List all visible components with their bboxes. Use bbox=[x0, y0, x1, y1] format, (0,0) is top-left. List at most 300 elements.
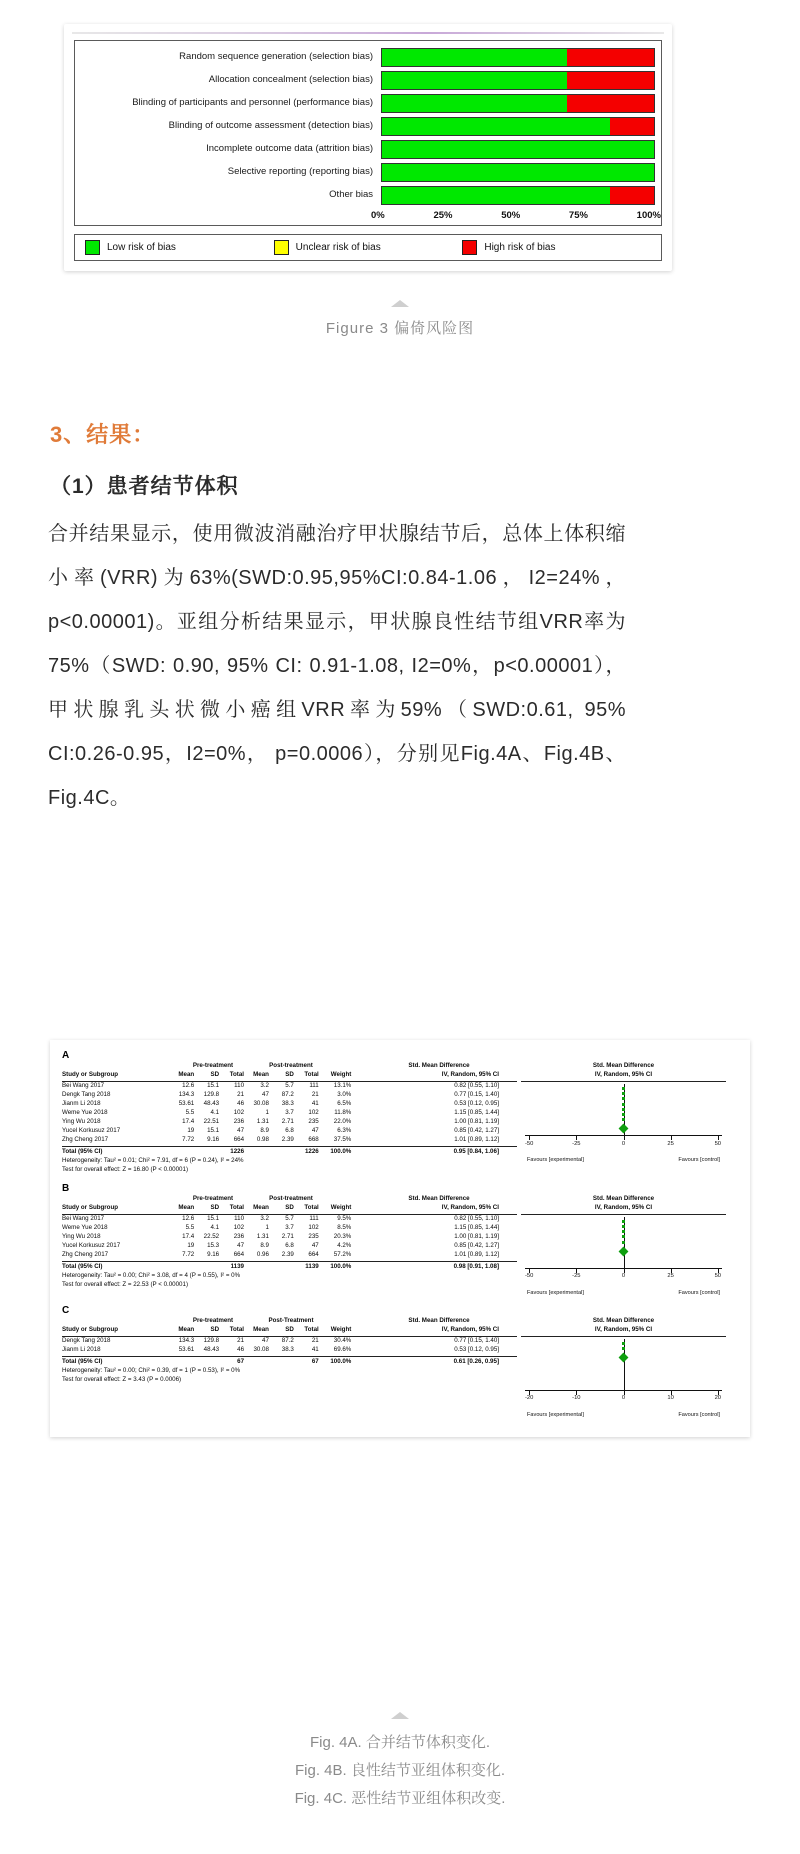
pre-total: 664 bbox=[233, 1135, 245, 1143]
pre-total: 102 bbox=[233, 1108, 245, 1116]
pre-mean: 7.72 bbox=[182, 1135, 195, 1143]
rob-row-label: Blinding of participants and personnel (performance bias) bbox=[132, 98, 373, 109]
table-row bbox=[62, 1242, 517, 1251]
favours-experimental-label: Favours [experimental] bbox=[527, 1289, 584, 1296]
table-row bbox=[62, 1082, 517, 1091]
study-effect-marker bbox=[622, 1113, 625, 1116]
forest-plot-footer bbox=[521, 1289, 726, 1297]
post-mean: 1 bbox=[265, 1108, 269, 1116]
weight: 30.4% bbox=[333, 1336, 352, 1344]
study-effect-marker bbox=[622, 1103, 625, 1106]
post-mean: 0.96 bbox=[256, 1250, 269, 1258]
figure4-caption-line: Fig. 4B. 良性结节亚组体积变化. bbox=[294, 1762, 506, 1779]
forest-table bbox=[62, 1062, 517, 1175]
forest-panel bbox=[62, 1305, 738, 1419]
post-mean: 3.2 bbox=[260, 1081, 269, 1089]
study-effect-marker bbox=[622, 1092, 625, 1095]
rob-row bbox=[81, 116, 655, 137]
column-header: Weight bbox=[330, 1325, 352, 1333]
figure4-container bbox=[50, 1040, 750, 1437]
rob-row-label: Selective reporting (reporting bias) bbox=[227, 167, 373, 178]
post-sd: 38.3 bbox=[281, 1099, 294, 1107]
rob-row bbox=[81, 47, 655, 68]
favours-experimental-label: Favours [experimental] bbox=[527, 1156, 584, 1163]
pooled-effect-diamond bbox=[619, 1246, 629, 1256]
smd-ci: 1.15 [0.85, 1.44] bbox=[454, 1223, 499, 1231]
total-weight: 100.0% bbox=[330, 1357, 352, 1365]
pre-sd: 4.1 bbox=[210, 1223, 220, 1231]
forest-plot-footer bbox=[521, 1411, 726, 1419]
smd-ci: 1.15 [0.85, 1.44] bbox=[454, 1108, 499, 1116]
rob-segment-low bbox=[382, 118, 610, 135]
weight: 11.8% bbox=[334, 1108, 352, 1116]
post-sd: 6.8 bbox=[285, 1126, 294, 1134]
legend-label: Low risk of bias bbox=[107, 242, 176, 253]
axis-tick-label: 20 bbox=[714, 1395, 722, 1402]
study-name: Weme Yue 2018 bbox=[62, 1223, 108, 1231]
decorative-divider bbox=[72, 32, 664, 34]
post-sd: 2.71 bbox=[281, 1232, 294, 1240]
column-header: Total bbox=[304, 1070, 319, 1078]
weight: 20.3% bbox=[333, 1232, 352, 1240]
group-header-smd: Std. Mean Difference bbox=[408, 1316, 470, 1324]
rob-segment-low bbox=[382, 72, 567, 89]
rob-row-bar bbox=[381, 163, 655, 182]
axis-tick-label: -25 bbox=[572, 1273, 581, 1280]
group-header-weight bbox=[330, 1317, 364, 1326]
table-row bbox=[62, 1215, 517, 1224]
rob-axis-tick: 25% bbox=[433, 210, 453, 221]
pre-sd: 9.16 bbox=[207, 1135, 220, 1143]
column-header: Mean bbox=[253, 1203, 269, 1211]
forest-plot-title: Std. Mean Difference IV, Random, 95% CI bbox=[521, 1195, 726, 1215]
rob-row bbox=[81, 185, 655, 206]
favours-control-label: Favours [control] bbox=[678, 1411, 720, 1418]
pre-sd: 129.8 bbox=[203, 1336, 220, 1344]
legend-label: Unclear risk of bias bbox=[295, 242, 381, 253]
pre-total: 46 bbox=[237, 1345, 245, 1353]
pre-total: 664 bbox=[233, 1250, 245, 1258]
figure3-caption-block bbox=[0, 300, 800, 338]
column-header: Study or Subgroup bbox=[62, 1203, 119, 1211]
rob-segment-low bbox=[382, 164, 654, 181]
post-sd: 38.3 bbox=[281, 1345, 294, 1353]
group-header-pre: Pre-treatment bbox=[192, 1194, 234, 1202]
group-header-weight bbox=[330, 1062, 364, 1071]
post-mean: 3.2 bbox=[260, 1214, 269, 1222]
rob-segment-low bbox=[382, 141, 654, 158]
forest-plot-title: Std. Mean Difference IV, Random, 95% CI bbox=[521, 1317, 726, 1337]
post-sd: 5.7 bbox=[285, 1081, 294, 1089]
column-header: SD bbox=[285, 1203, 294, 1211]
total-pre: 1139 bbox=[230, 1262, 245, 1270]
total-label: Total (95% CI) bbox=[62, 1262, 103, 1270]
axis-tick-label: 0 bbox=[621, 1140, 626, 1147]
pre-sd: 15.1 bbox=[207, 1081, 220, 1089]
pre-mean: 5.5 bbox=[185, 1108, 195, 1116]
post-total: 111 bbox=[309, 1081, 319, 1089]
blank bbox=[244, 1263, 269, 1272]
statistics-note: Test for overall effect: Z = 16.80 (P < 0.00001) bbox=[62, 1165, 188, 1173]
pre-mean: 19 bbox=[187, 1241, 195, 1249]
blank bbox=[169, 1358, 194, 1367]
pre-mean: 19 bbox=[187, 1126, 195, 1134]
pre-sd: 129.8 bbox=[203, 1090, 220, 1098]
study-effect-marker bbox=[622, 1220, 625, 1223]
post-mean: 47 bbox=[262, 1090, 269, 1098]
pre-total: 110 bbox=[234, 1214, 245, 1222]
forest-plot bbox=[521, 1317, 726, 1419]
post-sd: 3.7 bbox=[285, 1108, 294, 1116]
group-header-pre: Pre-treatment bbox=[192, 1062, 234, 1069]
collapse-arrow-icon[interactable] bbox=[391, 1712, 409, 1719]
pre-total: 21 bbox=[237, 1090, 245, 1098]
forest-table bbox=[62, 1317, 517, 1419]
smd-ci: 1.00 [0.81, 1.19] bbox=[454, 1117, 499, 1125]
post-total: 235 bbox=[308, 1232, 319, 1240]
study-name: Bei Wang 2017 bbox=[62, 1081, 105, 1089]
blank bbox=[194, 1148, 219, 1157]
rob-row bbox=[81, 70, 655, 91]
forest-plot bbox=[521, 1062, 726, 1175]
group-header-weight bbox=[330, 1195, 364, 1204]
study-effect-marker bbox=[622, 1097, 625, 1100]
legend-swatch bbox=[274, 240, 289, 255]
table-row bbox=[62, 1127, 517, 1136]
pre-mean: 5.5 bbox=[185, 1223, 195, 1231]
table-row bbox=[62, 1346, 517, 1355]
post-mean: 1.31 bbox=[256, 1232, 269, 1240]
post-total: 111 bbox=[309, 1214, 319, 1222]
rob-segment-high bbox=[610, 118, 654, 135]
study-effect-marker bbox=[622, 1225, 625, 1228]
rob-row-label: Blinding of outcome assessment (detection bias) bbox=[168, 121, 373, 132]
column-header: SD bbox=[210, 1203, 220, 1211]
column-header: Total bbox=[304, 1203, 319, 1211]
column-header: IV, Random, 95% CI bbox=[441, 1070, 499, 1078]
post-mean: 30.08 bbox=[253, 1099, 269, 1107]
column-header: Total bbox=[229, 1203, 245, 1211]
smd-ci: 0.85 [0.42, 1.27] bbox=[454, 1126, 499, 1134]
panel-letter: B bbox=[62, 1182, 70, 1194]
group-header-post: Post-treatment bbox=[269, 1194, 313, 1202]
pre-sd: 48.43 bbox=[203, 1345, 220, 1353]
pre-mean: 17.4 bbox=[182, 1232, 195, 1240]
total-post: 67 bbox=[311, 1357, 319, 1365]
pre-mean: 134.3 bbox=[178, 1090, 195, 1098]
pre-mean: 17.4 bbox=[182, 1117, 195, 1125]
column-header: Total bbox=[304, 1325, 319, 1333]
forest-panel bbox=[62, 1183, 738, 1297]
study-effect-marker bbox=[622, 1235, 625, 1238]
pre-sd: 15.3 bbox=[207, 1241, 220, 1249]
study-name: Dengk Tang 2018 bbox=[62, 1090, 111, 1098]
rob-row-bar bbox=[381, 71, 655, 90]
table-row bbox=[62, 1337, 517, 1346]
study-effect-marker bbox=[622, 1347, 625, 1350]
post-mean: 0.98 bbox=[256, 1135, 269, 1143]
smd-ci: 0.53 [0.12, 0.95] bbox=[454, 1345, 499, 1353]
rob-row bbox=[81, 162, 655, 183]
rob-legend-item bbox=[85, 240, 274, 255]
section-heading: 3、结果： bbox=[50, 422, 156, 447]
column-header: SD bbox=[210, 1325, 220, 1333]
column-header: Total bbox=[229, 1070, 245, 1078]
blank bbox=[269, 1358, 294, 1367]
pooled-effect-diamond bbox=[619, 1124, 629, 1134]
post-total: 47 bbox=[311, 1126, 319, 1134]
pre-sd: 22.52 bbox=[203, 1232, 220, 1240]
axis-tick-label: -50 bbox=[524, 1140, 534, 1147]
pre-total: 21 bbox=[237, 1336, 245, 1344]
pooled-effect-diamond bbox=[619, 1353, 629, 1363]
study-effect-marker bbox=[622, 1118, 625, 1121]
rob-row-label: Allocation concealment (selection bias) bbox=[208, 75, 373, 86]
table-row bbox=[62, 1100, 517, 1109]
axis-tick-label: -20 bbox=[524, 1395, 534, 1402]
post-total: 47 bbox=[311, 1241, 319, 1249]
weight: 3.0% bbox=[337, 1090, 352, 1098]
study-name: Jianm Li 2018 bbox=[62, 1099, 101, 1107]
table-row bbox=[62, 1233, 517, 1242]
smd-ci: 0.82 [0.55, 1.10] bbox=[454, 1081, 499, 1089]
legend-swatch bbox=[462, 240, 477, 255]
statistics-note: Test for overall effect: Z = 22.53 (P < 0.00001) bbox=[62, 1280, 188, 1288]
column-header: Study or Subgroup bbox=[62, 1325, 119, 1333]
rob-segment-high bbox=[567, 72, 654, 89]
smd-ci: 0.82 [0.55, 1.10] bbox=[454, 1214, 499, 1222]
pre-mean: 53.61 bbox=[178, 1099, 195, 1107]
post-sd: 87.2 bbox=[281, 1090, 294, 1098]
post-mean: 8.9 bbox=[260, 1241, 269, 1249]
table-row bbox=[62, 1091, 517, 1100]
rob-row-bar bbox=[381, 140, 655, 159]
rob-axis bbox=[81, 210, 661, 221]
blank bbox=[169, 1263, 194, 1272]
total-smd-ci: 0.95 [0.84, 1.06] bbox=[453, 1147, 499, 1155]
total-label: Total (95% CI) bbox=[62, 1357, 103, 1365]
post-sd: 5.7 bbox=[285, 1214, 294, 1222]
group-header-post: Post-Treatment bbox=[268, 1316, 314, 1324]
table-total-row bbox=[62, 1146, 517, 1157]
figure4-caption-line: Fig. 4A. 合并结节体积变化. bbox=[309, 1734, 491, 1751]
favours-experimental-label: Favours [experimental] bbox=[527, 1411, 584, 1418]
blank bbox=[244, 1148, 269, 1157]
total-smd-ci: 0.98 [0.91, 1.08] bbox=[453, 1262, 499, 1270]
blank bbox=[194, 1358, 219, 1367]
forest-plot bbox=[521, 1195, 726, 1297]
blank bbox=[194, 1263, 219, 1272]
smd-ci: 1.01 [0.89, 1.12] bbox=[454, 1135, 499, 1143]
rob-row-label: Incomplete outcome data (attrition bias) bbox=[206, 144, 373, 155]
study-name: Yucel Korkusuz 2017 bbox=[62, 1241, 121, 1249]
column-header: SD bbox=[285, 1325, 294, 1333]
weight: 8.5% bbox=[337, 1223, 352, 1231]
pre-sd: 9.16 bbox=[207, 1250, 220, 1258]
smd-ci: 0.85 [0.42, 1.27] bbox=[454, 1241, 499, 1249]
collapse-arrow-icon[interactable] bbox=[391, 300, 409, 307]
study-name: Dengk Tang 2018 bbox=[62, 1336, 111, 1344]
legend-swatch bbox=[85, 240, 100, 255]
rob-legend bbox=[74, 234, 662, 261]
rob-row-label: Other bias bbox=[329, 190, 373, 201]
post-sd: 2.71 bbox=[281, 1117, 294, 1125]
rob-segment-low bbox=[382, 187, 610, 204]
group-header-post: Post-treatment bbox=[269, 1062, 313, 1069]
panel-letter: A bbox=[62, 1050, 70, 1061]
statistics-note: Test for overall effect: Z = 3.43 (P = 0.0006) bbox=[62, 1375, 182, 1383]
legend-label: High risk of bias bbox=[484, 242, 556, 253]
pre-total: 47 bbox=[237, 1126, 245, 1134]
study-name: Bei Wang 2017 bbox=[62, 1214, 105, 1222]
blank bbox=[244, 1358, 269, 1367]
rob-row bbox=[81, 93, 655, 114]
column-header: Mean bbox=[178, 1325, 195, 1333]
pre-sd: 22.51 bbox=[203, 1117, 220, 1125]
study-name: Yucel Korkusuz 2017 bbox=[62, 1126, 121, 1134]
study-name: Zhg Cheng 2017 bbox=[62, 1250, 109, 1258]
study-name: Jianm Li 2018 bbox=[62, 1345, 101, 1353]
post-sd: 2.39 bbox=[281, 1250, 294, 1258]
study-name: Zhg Cheng 2017 bbox=[62, 1135, 109, 1143]
post-total: 41 bbox=[311, 1099, 319, 1107]
pre-mean: 12.6 bbox=[182, 1214, 195, 1222]
table-row bbox=[62, 1109, 517, 1118]
column-header: SD bbox=[285, 1070, 294, 1078]
rob-segment-high bbox=[567, 95, 654, 112]
table-total-row bbox=[62, 1261, 517, 1272]
group-header-pre: Pre-treatment bbox=[192, 1316, 234, 1324]
total-label: Total (95% CI) bbox=[62, 1147, 103, 1155]
pre-sd: 48.43 bbox=[203, 1099, 220, 1107]
pre-total: 236 bbox=[233, 1117, 245, 1125]
forest-table bbox=[62, 1195, 517, 1297]
study-effect-marker bbox=[622, 1241, 625, 1244]
pre-mean: 12.6 bbox=[182, 1081, 195, 1089]
post-mean: 30.08 bbox=[253, 1345, 269, 1353]
weight: 37.5% bbox=[333, 1135, 352, 1143]
pre-sd: 4.1 bbox=[210, 1108, 220, 1116]
blank bbox=[269, 1148, 294, 1157]
forest-panel bbox=[62, 1050, 738, 1175]
weight: 6.5% bbox=[337, 1099, 352, 1107]
risk-of-bias-chart bbox=[74, 40, 662, 226]
panel-letter: C bbox=[62, 1304, 70, 1316]
post-sd: 2.39 bbox=[281, 1135, 294, 1143]
weight: 13.1% bbox=[333, 1081, 352, 1089]
weight: 57.2% bbox=[333, 1250, 352, 1258]
rob-segment-high bbox=[610, 187, 654, 204]
axis-tick-label: 10 bbox=[667, 1395, 674, 1402]
smd-ci: 1.01 [0.89, 1.12] bbox=[454, 1250, 499, 1258]
group-header-study bbox=[62, 1062, 174, 1071]
post-total: 235 bbox=[308, 1117, 319, 1125]
rob-row-bar bbox=[381, 48, 655, 67]
study-effect-marker bbox=[622, 1342, 625, 1345]
post-total: 102 bbox=[308, 1108, 319, 1116]
axis-tick-label: 50 bbox=[714, 1140, 722, 1147]
post-total: 664 bbox=[308, 1250, 319, 1258]
pre-mean: 53.61 bbox=[178, 1345, 195, 1353]
study-effect-marker bbox=[622, 1230, 625, 1233]
post-total: 102 bbox=[308, 1223, 319, 1231]
table-total-row bbox=[62, 1356, 517, 1367]
figure4-caption-line: Fig. 4C. 恶性结节亚组体积改变. bbox=[294, 1790, 506, 1807]
forest-plot-area bbox=[521, 1339, 726, 1401]
pre-sd: 15.1 bbox=[207, 1214, 220, 1222]
column-header: Mean bbox=[253, 1325, 269, 1333]
pre-sd: 15.1 bbox=[207, 1126, 220, 1134]
axis-tick-label: 50 bbox=[714, 1273, 722, 1280]
column-header: Study or Subgroup bbox=[62, 1070, 119, 1078]
rob-axis-tick: 75% bbox=[568, 210, 588, 221]
table-row bbox=[62, 1118, 517, 1127]
post-sd: 87.2 bbox=[281, 1336, 294, 1344]
rob-segment-low bbox=[382, 49, 567, 66]
column-header: IV, Random, 95% CI bbox=[441, 1325, 499, 1333]
post-total: 21 bbox=[311, 1090, 319, 1098]
pre-total: 47 bbox=[237, 1241, 245, 1249]
study-name: Weme Yue 2018 bbox=[62, 1108, 108, 1116]
weight: 22.0% bbox=[333, 1117, 352, 1125]
pre-total: 110 bbox=[234, 1081, 245, 1089]
smd-ci: 0.53 [0.12, 0.95] bbox=[454, 1099, 499, 1107]
table-row bbox=[62, 1136, 517, 1145]
total-pre: 1226 bbox=[230, 1147, 245, 1155]
column-header: Mean bbox=[253, 1070, 269, 1078]
forest-plot-area bbox=[521, 1084, 726, 1146]
total-post: 1139 bbox=[305, 1262, 319, 1270]
column-header: SD bbox=[210, 1070, 220, 1078]
pre-mean: 7.72 bbox=[182, 1250, 195, 1258]
axis-tick-label: 25 bbox=[667, 1273, 674, 1280]
axis-tick-label: 0 bbox=[621, 1395, 626, 1402]
weight: 4.2% bbox=[337, 1241, 352, 1249]
group-header-study bbox=[62, 1317, 174, 1326]
pre-total: 102 bbox=[233, 1223, 245, 1231]
statistics-note: Heterogeneity: Tau² = 0.00; Chi² = 3.08, df = 4 (P = 0.55), I² = 0% bbox=[62, 1271, 241, 1279]
study-name: Ying Wu 2018 bbox=[62, 1117, 101, 1125]
table-row bbox=[62, 1224, 517, 1233]
post-mean: 1 bbox=[265, 1223, 269, 1231]
forest-plot-title: Std. Mean Difference IV, Random, 95% CI bbox=[521, 1062, 726, 1082]
statistics-note: Heterogeneity: Tau² = 0.01; Chi² = 7.91, df = 6 (P = 0.24), I² = 24% bbox=[62, 1156, 244, 1164]
sub-heading: （1）患者结节体积 bbox=[50, 475, 239, 498]
group-header-smd: Std. Mean Difference bbox=[408, 1062, 470, 1069]
post-mean: 1.31 bbox=[256, 1117, 269, 1125]
weight: 6.3% bbox=[337, 1126, 352, 1134]
rob-segment-low bbox=[382, 95, 567, 112]
blank bbox=[269, 1263, 294, 1272]
post-sd: 3.7 bbox=[285, 1223, 294, 1231]
group-header-study bbox=[62, 1195, 174, 1204]
rob-axis-tick: 50% bbox=[501, 210, 521, 221]
forest-plot-area bbox=[521, 1217, 726, 1279]
rob-legend-item bbox=[462, 240, 651, 255]
rob-axis-tick: 0% bbox=[371, 210, 385, 221]
group-header-smd: Std. Mean Difference bbox=[408, 1194, 470, 1202]
study-name: Ying Wu 2018 bbox=[62, 1232, 101, 1240]
rob-row bbox=[81, 139, 655, 160]
post-total: 668 bbox=[308, 1135, 319, 1143]
table-row bbox=[62, 1251, 517, 1260]
weight: 69.6% bbox=[333, 1345, 352, 1353]
pre-total: 236 bbox=[233, 1232, 245, 1240]
rob-axis-tick: 100% bbox=[636, 210, 661, 221]
axis-tick-label: 25 bbox=[667, 1140, 674, 1147]
smd-ci: 0.77 [0.15, 1.40] bbox=[454, 1090, 499, 1098]
rob-row-bar bbox=[381, 117, 655, 136]
